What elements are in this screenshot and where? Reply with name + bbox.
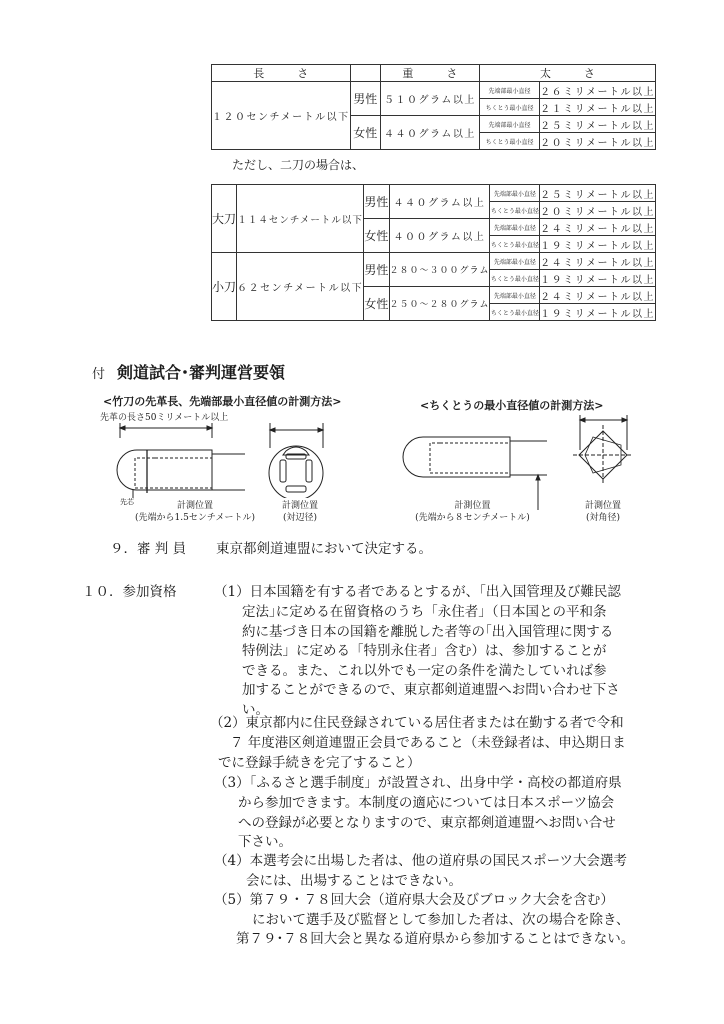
caption-line: 計測位置 bbox=[454, 501, 491, 511]
weight-cell: ２８０～３００グラム bbox=[389, 253, 490, 287]
weight-cell: ２５０～２８０グラム bbox=[389, 287, 490, 321]
item-line: 約に基づき日本の国籍を離脱した者等の｢出入国管理に関する bbox=[242, 623, 614, 640]
weight-cell: ５１０グラム以上 bbox=[380, 82, 479, 116]
caption-line: (先端から８センチメートル) bbox=[415, 513, 530, 523]
item-line: から参加できます。本制度の適応については日本スポーツ協会 bbox=[238, 795, 615, 811]
caption-line: (先端から1.5センチメートル) bbox=[135, 513, 255, 523]
gender-cell: 男性 bbox=[364, 185, 389, 219]
diameter-label: ちくとう最小直径 bbox=[490, 304, 540, 321]
section-9-text: 東京都剣道連盟において決定する。 bbox=[216, 541, 432, 557]
eligibility-item-1 bbox=[214, 583, 621, 603]
item-label: （1） bbox=[214, 584, 250, 600]
item-line: でに登録手続きを完了すること） bbox=[218, 755, 421, 771]
caption-line: (対辺径) bbox=[282, 513, 318, 523]
diameter-label: ちくとう最小直径 bbox=[490, 236, 540, 253]
item-line: 第７９･７８回大会と異なる道府県から参加することはできない。 bbox=[236, 931, 635, 947]
diameter-value: ２６ミリメートル以上 bbox=[540, 82, 656, 99]
chikuto-diagram bbox=[395, 415, 655, 510]
sword-type-cell: 小刀 bbox=[212, 253, 237, 321]
item-line: 加することができるので、東京都剣道連盟へお問い合わせ下さ bbox=[242, 682, 620, 698]
item-line: 下さい。 bbox=[238, 834, 292, 850]
diameter-label: 先端部最小直径 bbox=[490, 287, 540, 304]
weight-cell: ４４０グラム以上 bbox=[389, 185, 490, 219]
diameter-label: ちくとう最小直径 bbox=[479, 99, 539, 116]
header-weight: 重 さ bbox=[380, 65, 479, 82]
weight-cell: ４００グラム以上 bbox=[389, 219, 490, 253]
diameter-value: １９ミリメートル以上 bbox=[540, 270, 656, 287]
diameter-label: 先端部最小直径 bbox=[490, 253, 540, 270]
tip-label: 先芯 bbox=[120, 498, 134, 506]
item-line: 特例法」に定める「特別永住者」含む）は、参加することが bbox=[242, 643, 607, 659]
sakigawa-length-note: 先革の長さ50ミリメートル以上 bbox=[100, 413, 229, 423]
eligibility-item-3 bbox=[214, 774, 622, 794]
diameter-label: ちくとう最小直径 bbox=[479, 133, 539, 150]
diameter-label: 先端部最小直径 bbox=[479, 82, 539, 99]
header-gender bbox=[350, 65, 380, 82]
chikuto-side-caption bbox=[400, 500, 545, 524]
item-line: 本選考会に出場した者は、他の道府県の国民スポーツ大会選考 bbox=[249, 853, 628, 869]
shinai-side-caption bbox=[115, 500, 275, 524]
weight-cell: ４４０グラム以上 bbox=[380, 116, 479, 150]
diameter-label: 先端部最小直径 bbox=[490, 185, 540, 202]
length-cell: ６２センチメートル以下 bbox=[237, 253, 364, 321]
item-line: 会には、出場することはできない。 bbox=[246, 873, 462, 889]
diameter-label: 先端部最小直径 bbox=[479, 116, 539, 133]
diameter-value: ２５ミリメートル以上 bbox=[540, 185, 656, 202]
length-cell: １２０センチメートル以下 bbox=[212, 82, 351, 150]
item-label: （2） bbox=[210, 715, 246, 731]
sword-type-cell: 大刀 bbox=[212, 185, 237, 253]
shinai-end-caption bbox=[265, 500, 335, 524]
header-thickness: 太 さ bbox=[479, 65, 655, 82]
nito-spec-table bbox=[211, 184, 656, 321]
shinai-cross-section bbox=[269, 423, 323, 498]
caption-line: 計測位置 bbox=[176, 501, 213, 511]
gender-cell: 女性 bbox=[364, 287, 389, 321]
item-line: 「ふるさと選手制度」が設置され、出身中学・高校の都道府県 bbox=[249, 775, 622, 791]
item-label: （4） bbox=[214, 853, 250, 869]
item-label: （5） bbox=[214, 892, 250, 908]
section-9-number: ９．審 判 員 bbox=[110, 541, 187, 557]
eligibility-item-4 bbox=[214, 852, 627, 872]
nito-note: ただし、二刀の場合は、 bbox=[232, 158, 365, 172]
item-line: ７ 年度港区剣道連盟正会員であること（未登録者は、申込期日ま bbox=[230, 735, 626, 751]
diameter-value: ２０ミリメートル以上 bbox=[540, 133, 656, 150]
item-line: 定法｣に定める在留資格のうち「永住者」（日本国との平和条 bbox=[242, 604, 607, 620]
shinai-tip-diagram bbox=[95, 418, 365, 498]
gender-cell: 女性 bbox=[350, 116, 380, 150]
item-line: い。 bbox=[242, 701, 269, 718]
diameter-value: ２１ミリメートル以上 bbox=[540, 99, 656, 116]
appendix-heading bbox=[92, 360, 285, 383]
diameter-label: 先端部最小直径 bbox=[490, 219, 540, 236]
header-length: 長 さ bbox=[212, 65, 351, 82]
chikuto-cross-section bbox=[573, 415, 633, 485]
shinai-spec-table bbox=[211, 64, 656, 150]
diameter-value: １９ミリメートル以上 bbox=[540, 304, 656, 321]
item-line: 日本国籍を有する者であるとするが、「出入国管理及び難民認 bbox=[249, 584, 621, 600]
diameter-label: ちくとう最小直径 bbox=[490, 270, 540, 287]
section-10-number: １０．参加資格 bbox=[82, 584, 177, 600]
item-line: 第７９・７８回大会（道府県大会及びブロック大会を含む） bbox=[249, 892, 614, 908]
caption-line: 計測位置 bbox=[281, 501, 318, 511]
gender-cell: 女性 bbox=[364, 219, 389, 253]
diameter-value: ２４ミリメートル以上 bbox=[540, 253, 656, 270]
item-line: への登録が必要となりますので、東京都剣道連盟へお問い合せ bbox=[238, 814, 616, 831]
caption-line: (対角径) bbox=[585, 513, 621, 523]
diameter-value: ２０ミリメートル以上 bbox=[540, 202, 656, 219]
item-label: （3） bbox=[214, 775, 250, 791]
gender-cell: 男性 bbox=[364, 253, 389, 287]
gender-cell: 男性 bbox=[350, 82, 380, 116]
eligibility-item-5 bbox=[214, 891, 614, 911]
diameter-value: ２５ミリメートル以上 bbox=[540, 116, 656, 133]
chikuto-end-caption bbox=[568, 500, 638, 524]
appendix-title: 剣道試合･審判運営要領 bbox=[117, 363, 286, 382]
item-line: 東京都内に住民登録されている居住者または在勤する者で令和 bbox=[245, 715, 624, 731]
item-line: において選手及び監督として参加した者は、次の場合を除き、 bbox=[252, 912, 630, 928]
caption-line: 計測位置 bbox=[584, 501, 621, 511]
diameter-label: ちくとう最小直径 bbox=[490, 202, 540, 219]
diameter-value: ２４ミリメートル以上 bbox=[540, 287, 656, 304]
diameter-value: １９ミリメートル以上 bbox=[540, 236, 656, 253]
shinai-diagram-title: <竹刀の先革長、先端部最小直径値の計測方法> bbox=[103, 395, 342, 408]
diameter-value: ２４ミリメートル以上 bbox=[540, 219, 656, 236]
appendix-prefix: 付 bbox=[92, 367, 106, 382]
item-line: できる。また、これ以外でも一定の条件を満たしていれば参 bbox=[242, 662, 607, 679]
eligibility-item-2 bbox=[210, 714, 624, 734]
chikuto-diagram-title: <ちくとうの最小直径値の計測方法> bbox=[420, 399, 604, 412]
length-cell: １１４センチメートル以下 bbox=[237, 185, 364, 253]
